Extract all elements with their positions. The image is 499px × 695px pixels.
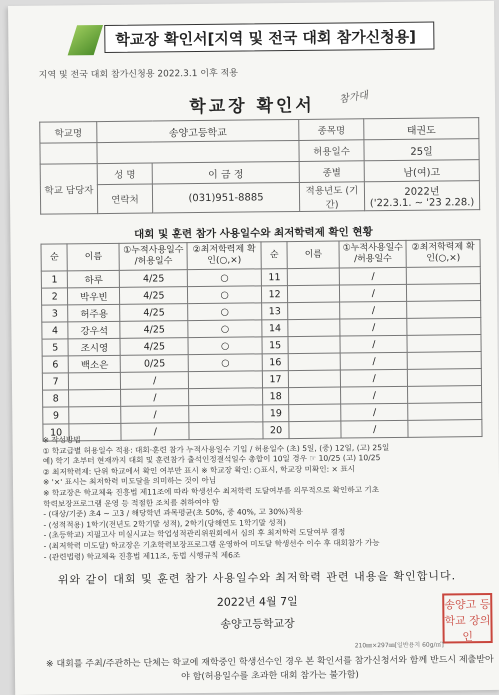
cell-pass — [408, 386, 482, 404]
issue-date: 2022년 4월 7일 — [216, 594, 298, 609]
cell-pass — [189, 405, 263, 423]
note-line: - (초등학교) 지필고사 미실시교는 학업성적관리위원회에서 심의 후 최저학력 도달여부 결정 — [43, 527, 346, 541]
col-usage: ①누적사용일수 /허용일수 — [119, 243, 187, 271]
name-label: 성 명 — [97, 163, 152, 185]
cell-name: 백소은 — [68, 355, 120, 373]
cell-pass — [408, 403, 482, 421]
cell-name — [288, 336, 340, 354]
cell-usage: / — [121, 372, 189, 390]
cell-name — [288, 319, 340, 337]
cell-no: 17 — [262, 371, 288, 388]
cell-usage: / — [340, 284, 407, 302]
cell-pass: ○ — [188, 320, 262, 338]
contact-label: 연락처 — [97, 184, 152, 214]
applicability-note: 지역 및 전국 대회 참가신청용 2022.3.1 이후 적용 — [38, 68, 238, 81]
cell-usage: 0/25 — [121, 355, 189, 373]
cell-usage: / — [341, 369, 408, 387]
note-line: - (대상/기준) 초4 ~ 고3 / 해당학년 과목평균(초 50%, 중 40%, 고 30%)적용 — [43, 507, 303, 519]
cell-usage: 4/25 — [120, 304, 188, 322]
cell-usage: 4/25 — [120, 270, 188, 288]
cell-name — [289, 370, 341, 388]
cell-name: 강우석 — [68, 321, 120, 339]
cell-no: 9 — [43, 407, 69, 424]
cell-pass — [407, 335, 481, 353]
cell-no: 7 — [42, 373, 68, 390]
period-value — [364, 181, 479, 211]
note-line: ① 학교급별 허용일수 적용: 대회·훈련 참가 누적사용일수 기입 / 허용일수 (초) 5일, (중) 12일, (고) 25일 — [42, 442, 390, 456]
footer-note: ※ 대회를 주최/주관하는 단체는 학교에 재학중인 학생선수인 경우 본 확인서를 참가신청서와 함께 반드시 제출받아야 함(허용일수를 초과한 대회 참가는 불가함) — [45, 654, 494, 683]
confirmation-text: 위와 같이 대회 및 훈련 참가 사용일수와 최저학력 관련 내용을 확인합니다. — [57, 569, 457, 587]
cell-no: 2 — [41, 288, 67, 305]
cell-usage: / — [341, 420, 408, 438]
col-pass-2: ②최저학력제 확인(○,×) — [406, 240, 480, 268]
cell-pass — [408, 369, 482, 387]
cell-usage: / — [341, 403, 408, 421]
col-usage-2: ①누적사용일수 /허용일수 — [339, 240, 406, 268]
allowed-days: 25일 — [364, 139, 479, 161]
cell-pass: ○ — [188, 286, 262, 304]
cell-no: 16 — [262, 354, 288, 371]
note-line: ② 최저학력제: 단위 학교에서 확인 여부만 표시 ※ 학교장 확인: ○표시, 학교장 미확인: × 표시 — [42, 464, 356, 477]
period-range: ('22.3.1. ~ '23 2.28.) — [369, 197, 475, 210]
col-no: 순 — [41, 244, 68, 271]
year-value: 2022년 — [404, 186, 440, 198]
period-label: 적용년도 (기간) — [299, 182, 364, 212]
cell-pass: ○ — [188, 303, 262, 321]
cell-no: 12 — [261, 286, 287, 303]
gender-value: 남(여)고 — [364, 160, 479, 182]
cell-no: 18 — [262, 388, 288, 405]
allowed-days-label: 허용일수 — [299, 140, 364, 162]
event-name: 태권도 — [364, 118, 479, 140]
cell-name — [289, 404, 341, 422]
cell-name: 허주용 — [68, 304, 120, 322]
staff-name: 이 금 정 — [152, 161, 299, 184]
note-line: - (관련법령) 학교체육 진흥법 제11조, 동법 시행규칙 제6조 — [43, 550, 241, 562]
cell-usage: / — [340, 335, 407, 353]
note-line: ※ '×' 표시는 최저학력 미도달을 의미하는 것이 아님 — [42, 476, 217, 488]
cell-pass — [407, 318, 481, 336]
cell-usage: / — [121, 389, 189, 407]
staff-label: 학교 담당자 — [40, 164, 98, 215]
cell-name — [289, 387, 341, 405]
note-line: ※ 학교장은 학교체육 진흥법 제11조에 따라 학생선수 최저학력 도달여부를 의무적으로 확인하고 기초 — [43, 485, 380, 498]
cell-usage: / — [340, 318, 407, 336]
cell-usage: / — [340, 267, 407, 285]
cell-name: 박우빈 — [68, 287, 120, 305]
school-name: 송양고등학교 — [97, 119, 299, 142]
handwritten-note: 참가대 — [338, 90, 369, 106]
cell-usage: / — [340, 301, 407, 319]
header-title: 학교장 확인서[지역 및 전국 대회 참가신청용] — [104, 22, 434, 53]
athlete-table — [40, 239, 482, 442]
cell-usage: / — [340, 352, 407, 370]
cell-name — [288, 285, 340, 303]
cell-pass: ○ — [188, 337, 262, 355]
cell-name: 조시영 — [68, 338, 120, 356]
cell-no: 8 — [43, 390, 69, 407]
logo-mark — [68, 25, 103, 55]
instructions — [43, 431, 494, 563]
cell-pass: ○ — [188, 269, 262, 287]
cell-no: 11 — [261, 269, 287, 286]
col-name-2: 이름 — [287, 241, 339, 269]
cell-pass — [189, 371, 263, 389]
cell-no: 10 — [43, 424, 69, 441]
cell-usage: / — [121, 406, 189, 424]
cell-pass — [407, 301, 481, 319]
section-title: 대회 및 훈련 참가 사용일수와 최저학력제 확인 현황 — [134, 226, 373, 241]
col-name: 이름 — [67, 243, 119, 271]
cell-pass — [189, 388, 263, 406]
school-label: 학교명 — [40, 122, 97, 144]
cell-usage: 4/25 — [120, 287, 188, 305]
cell-no: 20 — [263, 422, 289, 439]
cell-name — [288, 353, 340, 371]
col-pass: ②최저학력제 확인(○,×) — [187, 242, 261, 270]
cell-no: 3 — [42, 305, 68, 322]
cell-no: 19 — [263, 405, 289, 422]
note-line: 학력보장프로그램 운영 등 적절한 조치를 취하여야 함 — [43, 497, 220, 509]
cell-usage: 4/25 — [120, 338, 188, 356]
cell-usage: / — [341, 386, 408, 404]
note-line: ※ 작성방법 — [42, 435, 81, 445]
cell-no: 14 — [262, 320, 288, 337]
cell-name — [69, 389, 121, 407]
cell-no: 13 — [262, 303, 288, 320]
cell-usage: / — [121, 423, 189, 441]
cell-usage: 4/25 — [120, 321, 188, 339]
cell-no: 1 — [41, 271, 67, 288]
cell-pass: ○ — [188, 354, 262, 372]
cell-name — [69, 406, 121, 424]
official-seal: 송양고 등학교 장의인 — [442, 593, 493, 644]
contact-value: (031)951-8885 — [152, 182, 299, 213]
paper-size-note: 210㎜×297㎜[일반용지 60g/㎡] — [354, 641, 444, 650]
cell-name: 하루 — [68, 270, 120, 288]
note-line: 예) 학기 초부터 현재까지 대회 및 훈련참가 출석인정결석일수 총합이 10일 경우 ☞ 10/25 (고) 10/25 — [42, 453, 381, 466]
cell-no: 4 — [42, 322, 68, 339]
cell-no: 5 — [42, 339, 68, 356]
document-title: 학교장 확인서 — [189, 95, 315, 118]
cell-no: 6 — [42, 356, 68, 373]
cell-name — [288, 302, 340, 320]
cell-pass — [407, 284, 481, 302]
event-label: 종목명 — [299, 119, 364, 141]
cell-pass — [407, 352, 481, 370]
school-info-table — [39, 117, 480, 215]
note-line: - (최저학력 미도달) 학교장은 기초학력보장프로그램 운영하여 미도달 학생선수 이수 후 대회참가 가능 — [43, 538, 380, 551]
principal-name: 송양고등학교장 — [220, 617, 295, 631]
col-no-2: 순 — [261, 242, 288, 269]
cell-pass — [407, 267, 481, 285]
gender-label: 종별 — [299, 161, 364, 183]
note-line: - (성적적용) 1학기(전년도 2학기말 성적), 2학기(당해연도 1학기말 성적) — [43, 517, 287, 530]
cell-name — [69, 372, 121, 390]
document-page — [8, 1, 499, 695]
cell-name — [287, 268, 339, 286]
cell-no: 15 — [262, 337, 288, 354]
